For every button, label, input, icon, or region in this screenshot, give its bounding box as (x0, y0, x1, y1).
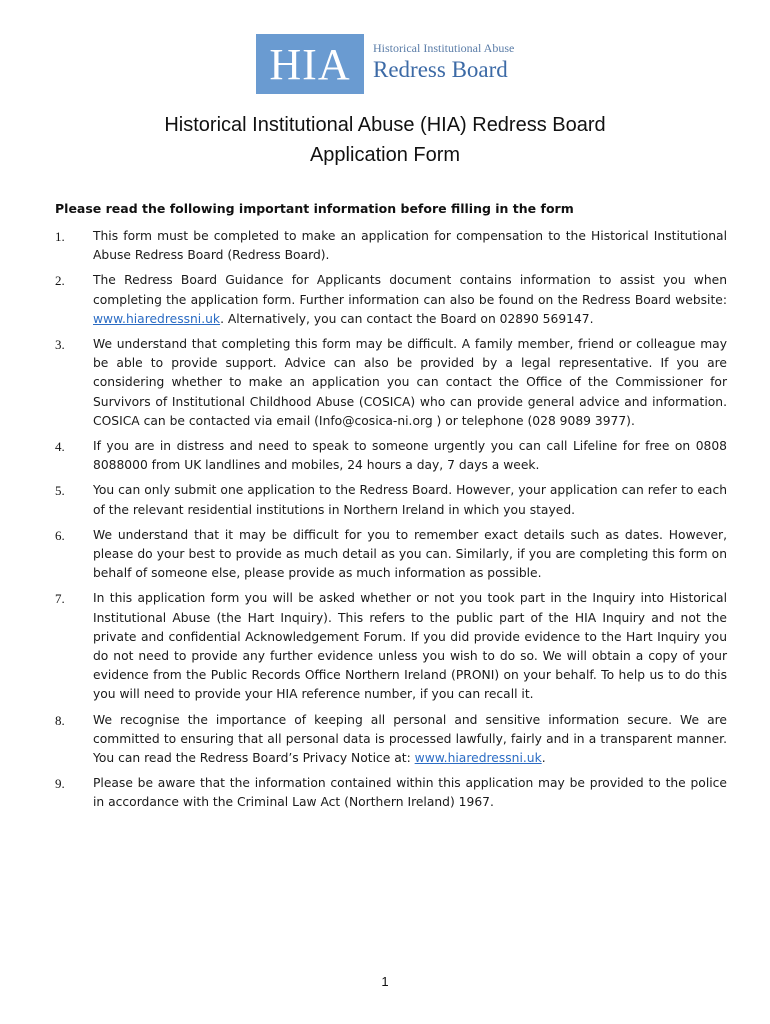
item-text: This form must be completed to make an application for compensation to the Historical Institutional Abuse Redress Board (Redress Board). (93, 229, 727, 263)
item-number: 4. (55, 439, 65, 455)
list-item (55, 711, 727, 769)
item-text: In this application form you will be asked whether or not you took part in the Inquiry into Historical Institutional Abuse (the Hart Inquiry). This refers to the public part of the HIA Inquiry and not the private and confidential Acknowledgement Forum. If you did provide evidence to the Hart Inquiry you do not need to provide any further evidence unless you wish to do so. We will obtain a copy of your evidence from the Public Records Office Northern Ireland (PRONI) on your behalf. To help us to do this you will need to provide your HIA reference number, if you can recall it. (93, 591, 727, 702)
logo-text (364, 34, 514, 94)
list-item (55, 227, 727, 265)
list-item (55, 481, 727, 519)
item-number: 9. (55, 776, 65, 792)
item-number: 3. (55, 337, 65, 353)
item-text: We recognise the importance of keeping all personal and sensitive information secure. We are committed to ensuring that all personal data is processed lawfully, fairly and in a transparent manner. You can read the Redress Board’s Privacy Notice at: www.hiaredressni.uk. (93, 712, 727, 766)
item-text: We understand that completing this form may be difficult. A family member, friend or colleague may be able to provide support. Advice can also be provided by a legal representative. If you are considering whether to make an application you can contact the Office of the Commissioner for Survivors of Institutional Childhood Abuse (COSICA) who can provide general advice and information. COSICA can be contacted via email (Info@cosica-ni.org ) or telephone (028 9089 3977). (93, 337, 727, 428)
item-number: 1. (55, 229, 65, 244)
list-item (55, 271, 727, 329)
list-item (55, 526, 727, 584)
item-text: Please be aware that the information contained within this application may be provided to the police in accordance with the Criminal Law Act (Northern Ireland) 1967. (93, 776, 727, 810)
information-list (55, 227, 727, 819)
intro-heading: Please read the following important information before filling in the form (55, 201, 574, 216)
item-text: The Redress Board Guidance for Applicants document contains information to assist you when completing the application form. Further information can also be found on the Redress Board website: www.hiaredressni.uk. Alternatively, you can contact the Board on 02890 569147. (93, 273, 727, 326)
website-link[interactable]: www.hiaredressni.uk (93, 311, 221, 326)
hia-logo (256, 34, 514, 94)
logo-subtitle: Historical Institutional Abuse (373, 40, 515, 55)
privacy-notice-link[interactable]: www.hiaredressni.uk (414, 751, 542, 766)
item-text: If you are in distress and need to speak to someone urgently you can call Lifeline for free on 0808 8088000 from UK landlines and mobiles, 24 hours a day, 7 days a week. (93, 439, 727, 473)
list-item (55, 774, 727, 812)
page-subtitle: Application Form (309, 144, 461, 166)
logo-name: Redress Board (373, 56, 508, 82)
list-item (55, 335, 727, 431)
item-number: 6. (55, 527, 65, 543)
item-number: 2. (55, 273, 65, 289)
item-number: 7. (55, 591, 65, 607)
item-number: 5. (55, 483, 65, 499)
page-number: 1 (381, 974, 389, 989)
item-text: We understand that it may be difficult for you to remember exact details such as dates. However, please do your best to provide as much detail as you can. Similarly, if you are completing this form on behalf of someone else, please provide as much information as possible. (93, 527, 727, 581)
list-item (55, 589, 727, 704)
page-title: Historical Institutional Abuse (HIA) Redress Board (164, 114, 606, 136)
item-text: You can only submit one application to the Redress Board. However, your application can refer to each of the relevant residential institutions in Northern Ireland in which you stayed. (93, 483, 727, 517)
item-number: 8. (55, 712, 65, 728)
list-item (55, 437, 727, 475)
logo-mark: HIA (256, 34, 364, 94)
